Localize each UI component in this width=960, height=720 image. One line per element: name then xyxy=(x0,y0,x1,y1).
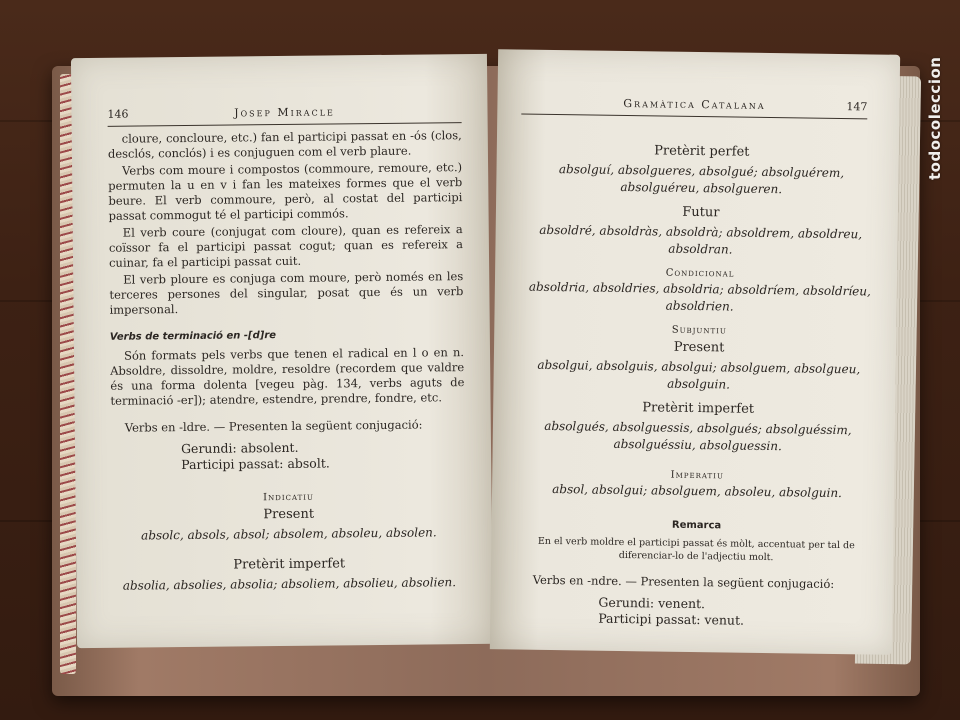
left-page-number: 146 xyxy=(107,107,129,121)
tense-heading: Futur xyxy=(682,204,720,221)
conjugation-forms: absolguí, absolgueres, absolgué; absolguérem, absolguéreu, absolgueren. xyxy=(558,162,845,197)
right-header xyxy=(522,96,868,114)
right-running-head: Gramàtica Catalana xyxy=(623,96,766,112)
verbs-line: Verbs en -ldre. — Presenten la següent conjugació: xyxy=(124,417,423,435)
tense-heading: Present xyxy=(263,506,315,523)
mood-heading: Imperatiu xyxy=(670,469,724,482)
left-content xyxy=(108,128,467,595)
conjugation-forms: absolc, absols, absol; absolem, absoleu, absolen. xyxy=(141,525,437,543)
conjugation-forms: absolia, absolies, absolia; absoliem, absolieu, absolien. xyxy=(122,575,457,593)
remarca-heading: Remarca xyxy=(671,519,722,532)
mood-heading: Condicional xyxy=(665,267,735,280)
left-running-head: Josep Miracle xyxy=(234,105,335,120)
paragraph: cloure, concloure, etc.) fan el participi passat en -ós (clos, desclós, conclós) i es conjuguen com el verb plaure. xyxy=(107,128,462,161)
conjugation-forms: absol, absolgui; absolguem, absoleu, absolguin. xyxy=(552,482,843,501)
right-page-number: 147 xyxy=(846,100,868,114)
conjugation-forms: absoldré, absoldràs, absoldrà; absoldrem, absoldreu, absoldran. xyxy=(539,222,863,257)
tense-heading: Pretèrit imperfet xyxy=(233,556,346,573)
tense-heading: Pretèrit imperfet xyxy=(642,400,755,417)
mood-heading: Subjuntiu xyxy=(671,324,727,337)
remarca-text: En el verb moldre el participi passat és mòlt, accentuat per tal de diferenciar-lo de l'adjectiu molt. xyxy=(537,535,855,564)
left-page xyxy=(71,54,493,648)
conjugation-forms: absolgués, absolguessis, absolgués; absolguéssim, absolguéssiu, absolguessin. xyxy=(544,418,852,454)
left-header xyxy=(107,104,461,121)
tense-heading: Present xyxy=(673,339,725,356)
paragraph: El verb coure (conjugat com cloure), quan es refereix a coïssor fa el participi passat cogut; quan es refereix a cuinar, fa el participi passat cuit. xyxy=(108,222,463,270)
section-subhead: Verbs de terminació en -[d]re xyxy=(109,330,277,343)
paragraph: El verb ploure es conjuga com moure, però només en les terceres persones del singular, posat que és un verb impersonal. xyxy=(109,269,464,317)
conjugation-forms: absolgui, absolguis, absolgui; absolguem, absolgueu, absolguin. xyxy=(537,357,861,392)
header-rule xyxy=(108,122,462,127)
verbs-line: Verbs en -ndre. — Presenten la següent conjugació: xyxy=(532,572,835,591)
gerundi: Gerundi: absolent. xyxy=(180,439,299,457)
conjugation-forms: absoldria, absoldries, absoldria; absoldríem, absoldríeu, absoldrien. xyxy=(528,279,871,314)
gerundi: Gerundi: venent. xyxy=(598,594,706,612)
mood-heading: Indicatiu xyxy=(263,491,314,504)
participi: Participi passat: absolt. xyxy=(181,455,330,473)
paragraph: Verbs com moure i compostos (commoure, remoure, etc.) permuten la u en v i fan les mateixes formes que el verb beure. El verb commoure, però, al costat del participi passat commogut té el participi commós. xyxy=(108,160,463,223)
right-content xyxy=(518,142,879,631)
watermark-text: todocoleccion xyxy=(926,56,944,180)
tense-heading: Pretèrit perfet xyxy=(654,143,750,160)
right-page xyxy=(490,49,900,655)
participi: Participi passat: venut. xyxy=(598,610,745,628)
header-rule xyxy=(521,114,867,120)
paragraph: Són formats pels verbs que tenen el radical en l o en n. Absoldre, dissoldre, moldre, resoldre (recordem que valdre és una forma dolenta [vegeu pàg. 134, verbs aguts de terminació -er]); atendre, estendre, prendre, fondre, etc. xyxy=(110,345,465,408)
